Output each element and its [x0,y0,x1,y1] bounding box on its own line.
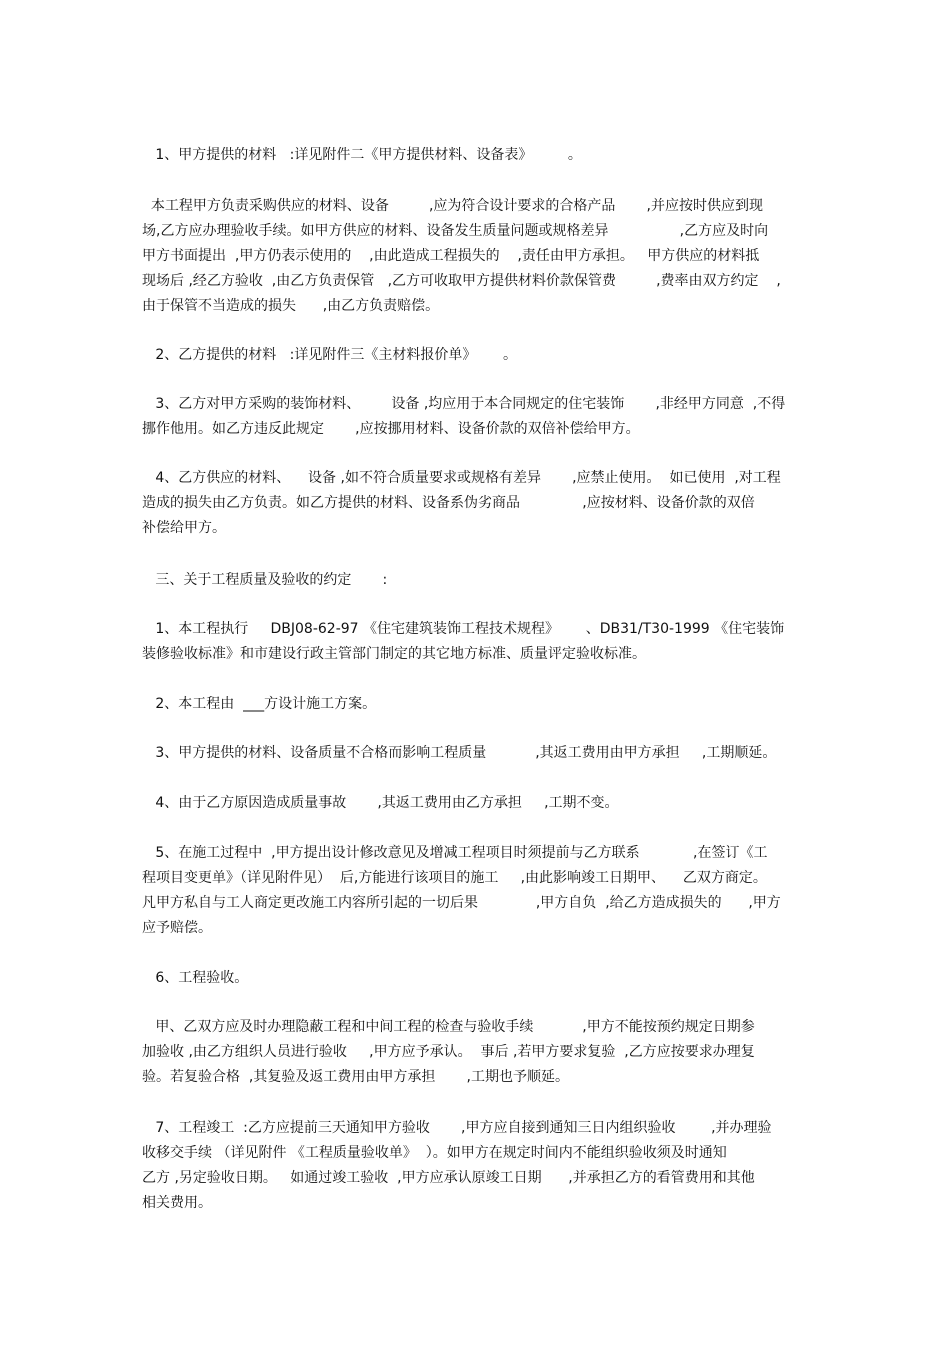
text-line: 加验收 ,由乙方组织人员进行验收 ,甲方应予承认。 事后 ,若甲方要求复验 ,乙方应按要求办理复 [142,1044,755,1060]
text-line: 4、由于乙方原因造成质量事故 ,其返工费用由乙方承担 ,工期不变。 [142,795,619,811]
text-line: 由于保管不当造成的损失 ,由乙方负责赔偿。 [142,298,440,314]
text-line: 本工程甲方负责采购供应的材料、设备 ,应为符合设计要求的合格产品 ,并应按时供应到现 [142,198,764,214]
paragraph-10 [142,791,812,816]
text-line: 验。若复验合格 ,其复验及返工费用由甲方承担 ,工期也予顺延。 [142,1069,569,1085]
text-line: 造成的损失由乙方负责。如乙方提供的材料、设备系伪劣商品 ,应按材料、设备价款的双倍 [142,495,755,511]
text-line: 场,乙方应办理验收手续。如甲方供应的材料、设备发生质量问题或规格差异 ,乙方应及时向 [142,223,769,239]
text-line: 2、乙方提供的材料 :详见附件三《主材料报价单》 。 [142,347,518,363]
paragraph-4 [142,392,812,442]
paragraph-14 [142,1116,812,1216]
text-line: 挪作他用。如乙方违反此规定 ,应按挪用材料、设备价款的双倍补偿给甲方。 [142,421,640,437]
paragraph-3 [142,343,812,368]
text-line: 现场后 ,经乙方验收 ,由乙方负责保管 ,乙方可收取甲方提供材料价款保管费 ,费率由双方约定 , [142,273,781,289]
text-line: 乙方 ,另定验收日期。 如通过竣工验收 ,甲方应承认原竣工日期 ,并承担乙方的看管费用和其他 [142,1170,755,1186]
paragraph-12 [142,966,812,991]
paragraph-13 [142,1015,812,1090]
section-heading [142,568,812,593]
paragraph-2 [142,194,812,319]
paragraph-1 [142,143,812,168]
text-line: 5、在施工过程中 ,甲方提出设计修改意见及增减工程项目时须提前与乙方联系 ,在签订《工 [142,845,768,861]
text-line: 4、乙方供应的材料、 设备 ,如不符合质量要求或规格有差异 ,应禁止使用。 如已使用 ,对工程 [142,470,781,486]
text-line: 6、工程验收。 [142,970,249,986]
text-line: 3、甲方提供的材料、设备质量不合格而影响工程质量 ,其返工费用由甲方承担 ,工期顺延。 [142,745,777,761]
text-line: 1、本工程执行 DBJ08-62-97 《住宅建筑装饰工程技术规程》 、DB31/T30-1999 《住宅装饰 [142,621,785,637]
text-line: 装修验收标准》和市建设行政主管部门制定的其它地方标准、质量评定验收标准。 [142,646,646,662]
text-line: 7、工程竣工 :乙方应提前三天通知甲方验收 ,甲方应自接到通知三日内组织验收 ,并办理验 [142,1120,772,1136]
text-line: 1、甲方提供的材料 :详见附件二《甲方提供材料、设备表》 。 [142,147,582,163]
paragraph-9 [142,741,812,766]
text-line: 程项目变更单》（详见附件见） 后,方能进行该项目的施工 ,由此影响竣工日期甲、 乙双方商定。 [142,870,767,886]
text-line: 收移交手续 （详见附件 《工程质量验收单》 ）。如甲方在规定时间内不能组织验收须及时通知 [142,1145,727,1161]
text-line: 凡甲方私自与工人商定更改施工内容所引起的一切后果 ,甲方自负 ,给乙方造成损失的 ,甲方 [142,895,781,911]
paragraph-8 [142,692,812,717]
paragraph-5 [142,466,812,541]
text-line: 2、本工程由 ___方设计施工方案。 [142,696,377,712]
text-line: 甲、乙双方应及时办理隐蔽工程和中间工程的检查与验收手续 ,甲方不能按预约规定日期参 [142,1019,755,1035]
text-line: 三、关于工程质量及验收的约定 : [142,572,388,588]
paragraph-11 [142,841,812,941]
paragraph-7 [142,617,812,667]
text-line: 甲方书面提出 ,甲方仍表示使用的 ,由此造成工程损失的 ,责任由甲方承担。 甲方供应的材料抵 [142,248,760,264]
text-line: 相关费用。 [142,1195,212,1211]
text-line: 应予赔偿。 [142,920,212,936]
text-line: 3、乙方对甲方采购的装饰材料、 设备 ,均应用于本合同规定的住宅装饰 ,非经甲方同意 ,不得 [142,396,786,412]
text-line: 补偿给甲方。 [142,520,226,536]
